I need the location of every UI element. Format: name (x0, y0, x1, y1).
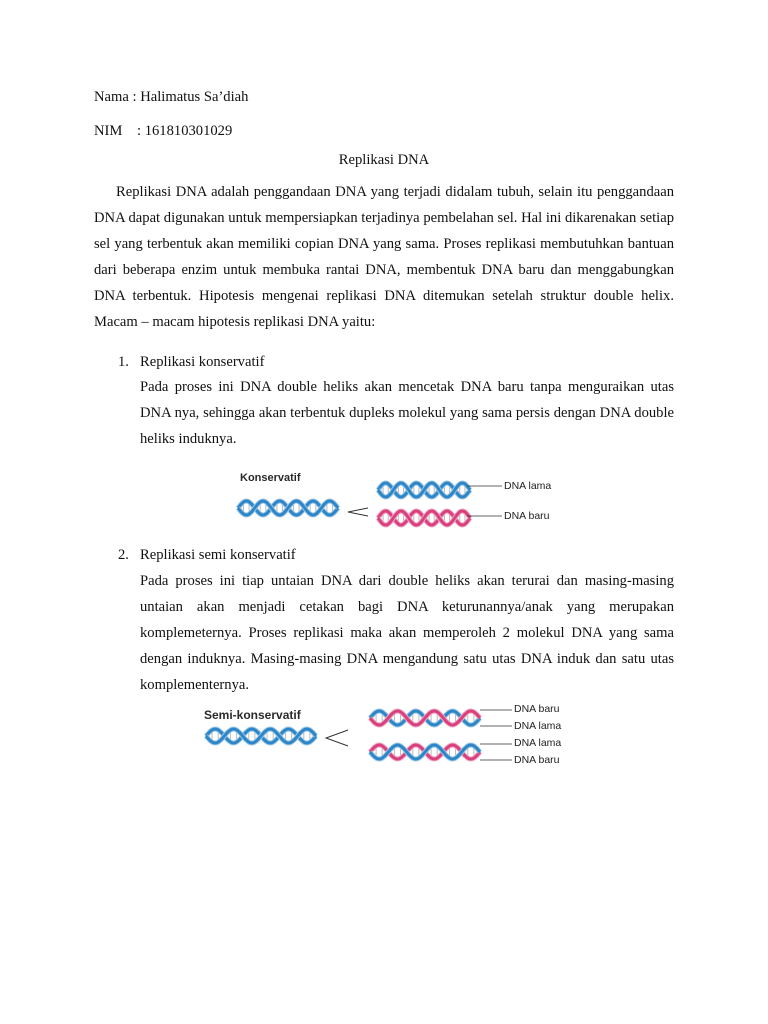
nim-value: 161810301029 (144, 123, 233, 139)
daughter-helix-bottom (370, 745, 480, 759)
daughter-helix-top (370, 711, 480, 725)
student-name-line (94, 88, 248, 106)
list-body-konservatif: Pada proses ini DNA double heliks akan mencetak DNA baru tanpa menguraikan utas DNA nya, sehingga akan terbentuk dupleks molekul yang sama persis dengan DNA double heliks induknya. (140, 379, 674, 447)
label-dna-baru-bottom: DNA baru (514, 754, 560, 766)
label-dna-lama: DNA lama (504, 480, 552, 492)
dna-diagram-konservatif (232, 468, 572, 538)
parent-helix (206, 729, 316, 743)
figure-title-konservatif: Konservatif (240, 472, 301, 484)
nim-separator: : (126, 123, 145, 139)
label-dna-lama-bottom: DNA lama (514, 737, 562, 749)
student-nim-line (94, 122, 232, 140)
name-value: Halimatus Sa’diah (140, 89, 249, 105)
label-dna-baru: DNA baru (504, 510, 550, 522)
intro-paragraph: Replikasi DNA adalah penggandaan DNA yang terjadi didalam tubuh, selain itu penggandaan DNA dapat digunakan untuk mempersiapkan terjadinya pembelahan sel. Hal ini dikarenakan setiap sel yang terbentuk akan memiliki copian DNA yang sama. Proses replikasi membutuhkan bantuan dari beberapa enzim untuk membuka rantai DNA, membentuk DNA baru dan menggabungkan DNA terbentuk. Hipotesis mengenai replikasi DNA ditemukan setelah struktur double helix. Macam – macam hipotesis replikasi DNA yaitu: (94, 184, 674, 330)
figure-semi-konservatif (198, 700, 578, 772)
list-body-semi-konservatif: Pada proses ini tiap untaian DNA dari double heliks akan terurai dan masing-masing untaian akan menjadi cetakan bagi DNA keturunannya/anak yang merupakan komplemeternya. Proses replikasi maka akan memperoleh 2 molekul DNA yang sama dengan induknya. Masing-masing DNA mengandung satu utas DNA induk dan satu utas komplementernya. (140, 573, 674, 693)
list-number-1: 1. (118, 354, 129, 370)
name-label: Nama (94, 89, 129, 105)
list-heading-konservatif: Replikasi konservatif (140, 354, 265, 370)
parent-helix (238, 501, 338, 515)
name-separator: : (132, 89, 141, 105)
old-dna-helix (378, 483, 470, 497)
label-dna-lama-top: DNA lama (514, 720, 562, 732)
figure-konservatif (232, 468, 572, 538)
arrow-icon (348, 508, 368, 516)
arrow-icon (326, 730, 348, 746)
nim-label: NIM (94, 123, 123, 139)
figure-title-semi-konservatif: Semi-konservatif (204, 708, 301, 722)
list-heading-semi-konservatif: Replikasi semi konservatif (140, 547, 296, 563)
document-title: Replikasi DNA (338, 152, 430, 168)
label-dna-baru-top: DNA baru (514, 703, 560, 715)
new-dna-helix (378, 511, 470, 525)
list-number-2: 2. (118, 547, 129, 563)
